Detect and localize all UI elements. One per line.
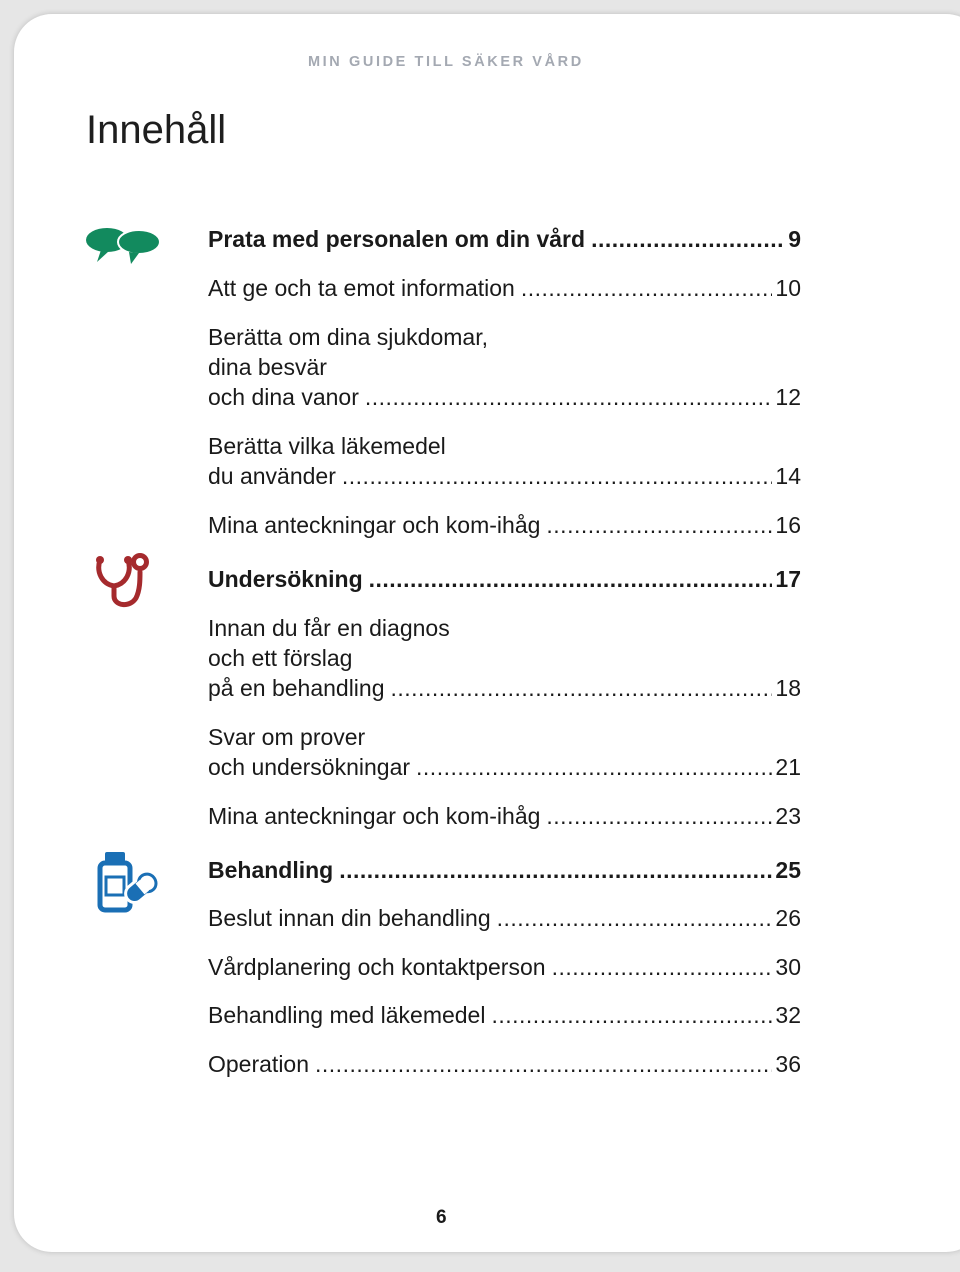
toc-title: och undersökningar [208, 754, 411, 780]
toc-leader [546, 510, 772, 540]
toc-title: och dina vanor [208, 384, 359, 410]
toc-entry-line: och ett förslag [208, 645, 353, 671]
toc-page: 32 [775, 1002, 801, 1028]
toc-page: 23 [775, 803, 801, 829]
toc-entry[interactable] [208, 801, 801, 831]
toc-entry[interactable] [208, 752, 801, 782]
toc-entry[interactable] [208, 903, 801, 933]
toc-page: 9 [788, 226, 801, 252]
toc-entry[interactable] [208, 673, 801, 703]
toc-entry[interactable] [208, 1000, 801, 1030]
toc-entry[interactable] [208, 273, 801, 303]
toc-page: 16 [775, 512, 801, 538]
toc-page: 10 [775, 275, 801, 301]
toc-entry[interactable] [208, 1049, 801, 1079]
toc-page: 26 [775, 905, 801, 931]
speech-bubbles-icon [85, 224, 163, 268]
toc-page: 30 [775, 954, 801, 980]
toc-page: 14 [775, 463, 801, 489]
toc-page: 36 [775, 1051, 801, 1077]
toc-title: på en behandling [208, 675, 385, 701]
toc-title: Beslut innan din behandling [208, 905, 491, 931]
toc-section-talk[interactable] [208, 224, 801, 254]
toc-entry-line: Berätta om dina sjukdomar, [208, 324, 488, 350]
toc-section-examination[interactable] [208, 564, 801, 594]
toc-leader [521, 273, 773, 303]
toc-leader [552, 952, 773, 982]
toc-entry[interactable] [208, 461, 801, 491]
toc-leader [365, 382, 773, 412]
toc-title: du använder [208, 463, 336, 489]
toc-entry-line: dina besvär [208, 354, 327, 380]
toc-leader [391, 673, 773, 703]
toc-page: 12 [775, 384, 801, 410]
toc-title: Vårdplanering och kontaktperson [208, 954, 546, 980]
page-number: 6 [436, 1207, 447, 1228]
toc-entry[interactable] [208, 382, 801, 412]
toc-page: 18 [775, 675, 801, 701]
toc-leader [339, 855, 772, 885]
running-header: MIN GUIDE TILL SÄKER VÅRD [308, 54, 584, 70]
toc-title: Mina anteckningar och kom-ihåg [208, 803, 541, 829]
toc-leader [591, 224, 785, 254]
toc-leader [369, 564, 773, 594]
page-title: Innehåll [86, 108, 227, 152]
toc-page: 17 [775, 566, 801, 592]
toc-entry-line: Berätta vilka läkemedel [208, 433, 446, 459]
toc-leader [491, 1000, 772, 1030]
toc-entry-line: Svar om prover [208, 724, 366, 750]
toc-page: 25 [775, 857, 801, 883]
toc-leader [416, 752, 772, 782]
toc-title: Behandling [208, 857, 334, 883]
toc-title: Mina anteckningar och kom-ihåg [208, 512, 541, 538]
toc-page: 21 [775, 754, 801, 780]
toc-entry[interactable] [208, 510, 801, 540]
toc-title: Undersökning [208, 566, 363, 592]
toc-leader [315, 1049, 772, 1079]
toc-entry[interactable] [208, 952, 801, 982]
medicine-bottle-pill-icon [96, 851, 160, 913]
toc-title: Behandling med läkemedel [208, 1002, 486, 1028]
toc-leader [342, 461, 773, 491]
toc-title: Att ge och ta emot information [208, 275, 515, 301]
toc-leader [497, 903, 773, 933]
toc-entry-line: Innan du får en diagnos [208, 615, 450, 641]
toc-title: Operation [208, 1051, 310, 1077]
stethoscope-icon [92, 550, 150, 612]
toc-leader [546, 801, 772, 831]
toc-title: Prata med personalen om din vård [208, 226, 586, 252]
toc-section-treatment[interactable] [208, 855, 801, 885]
